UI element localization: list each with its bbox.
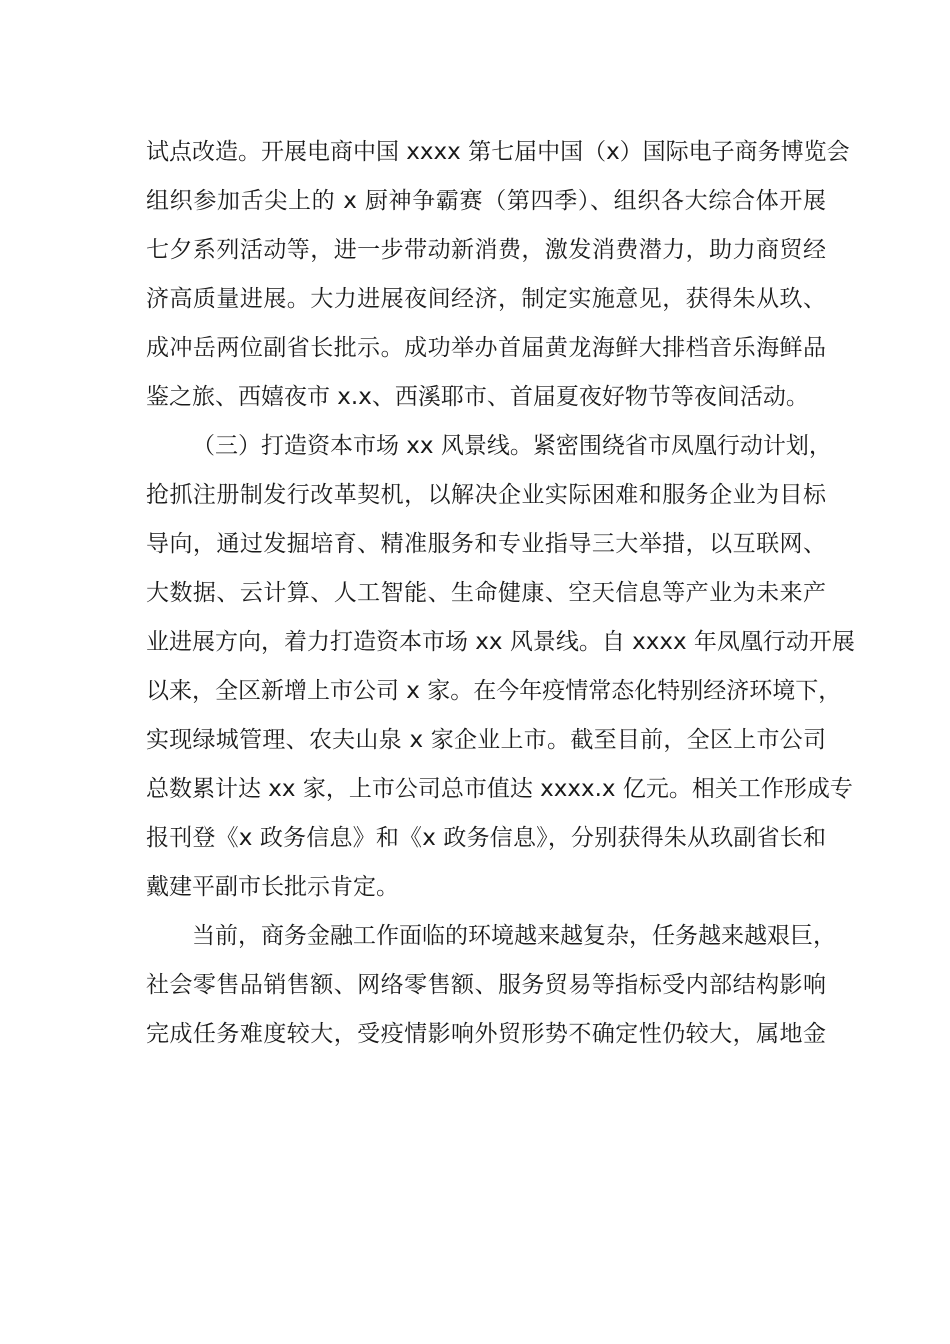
text-line: 导向，通过发掘培育、精准服务和专业指导三大举措，以互联网、 — [146, 531, 826, 557]
text-line: 戴建平副市长批示肯定。 — [146, 874, 399, 900]
text-line: 报刊登《x 政务信息》和《x 政务信息》，分别获得朱从玖副省长和 — [146, 825, 826, 851]
text-line: （三）打造资本市场 xx 风景线。紧密围绕省市凤凰行动计划， — [192, 433, 832, 459]
text-line: 完成任务难度较大，受疫情影响外贸形势不确定性仍较大，属地金 — [146, 1021, 826, 1047]
text-line: 实现绿城管理、农夫山泉 x 家企业上市。截至目前，全区上市公司 — [146, 727, 826, 753]
text-line: 七夕系列活动等，进一步带动新消费，激发消费潜力，助力商贸经 — [146, 237, 826, 263]
text-line: 总数累计达 xx 家，上市公司总市值达 xxxx.x 亿元。相关工作形成专 — [146, 776, 853, 802]
paragraph-3 — [146, 912, 836, 1059]
text-line: 大数据、云计算、人工智能、生命健康、空天信息等产业为未来产 — [146, 580, 826, 606]
text-line: 鉴之旅、西嬉夜市 x.x、西溪耶市、首届夏夜好物节等夜间活动。 — [146, 384, 809, 410]
paragraph-2 — [146, 422, 855, 912]
text-line: 试点改造。开展电商中国 xxxx 第七届中国（x）国际电子商务博览会 — [146, 139, 850, 165]
text-line: 组织参加舌尖上的 x 厨神争霸赛（第四季）、组织各大综合体开展 — [146, 188, 826, 214]
text-line: 当前，商务金融工作面临的环境越来越复杂，任务越来越艰巨， — [192, 923, 836, 949]
text-line: 社会零售品销售额、网络零售额、服务贸易等指标受内部结构影响 — [146, 972, 826, 998]
document-body — [146, 128, 855, 1059]
text-line: 济高质量进展。大力进展夜间经济，制定实施意见，获得朱从玖、 — [146, 286, 826, 312]
text-line: 成冲岳两位副省长批示。成功举办首届黄龙海鲜大排档音乐海鲜品 — [146, 335, 826, 361]
text-line: 业进展方向，着力打造资本市场 xx 风景线。自 xxxx 年凤凰行动开展 — [146, 629, 855, 655]
text-line: 抢抓注册制发行改革契机，以解决企业实际困难和服务企业为目标 — [146, 482, 826, 508]
paragraph-1 — [146, 128, 850, 422]
text-line: 以来，全区新增上市公司 x 家。在今年疫情常态化特别经济环境下， — [146, 678, 842, 704]
